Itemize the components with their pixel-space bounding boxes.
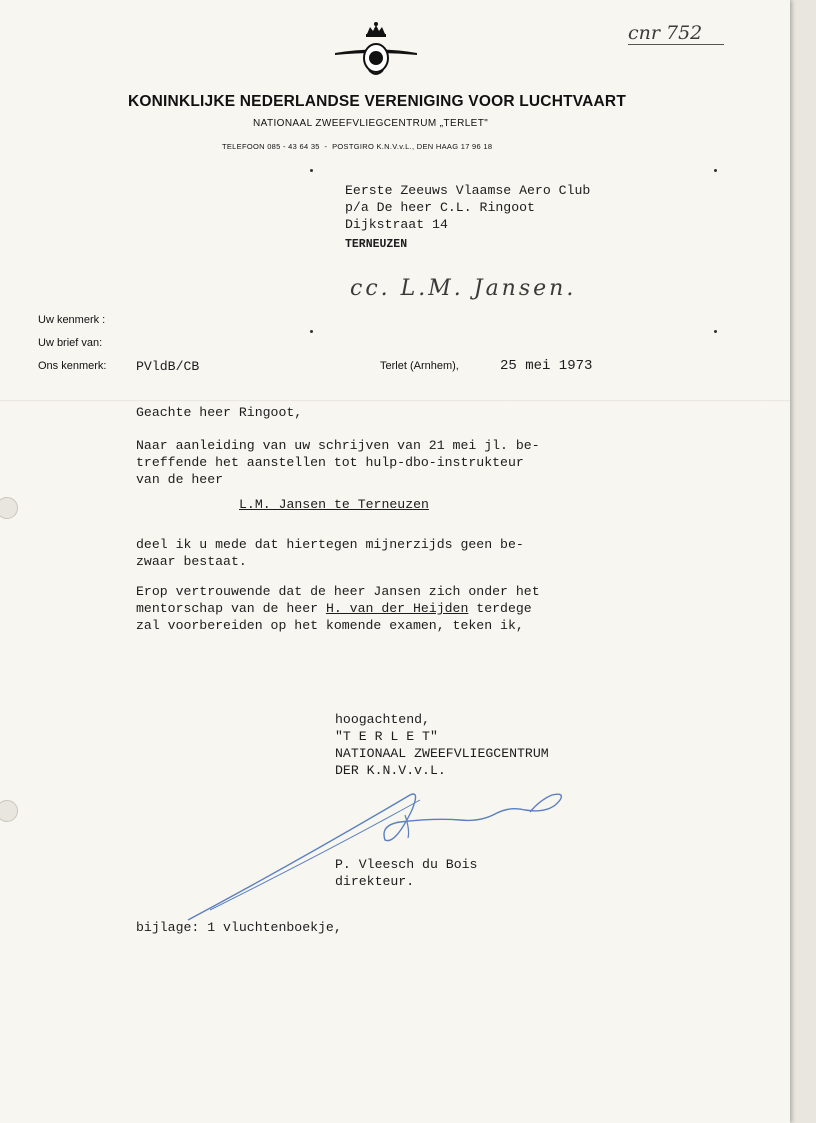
uw-brief-label: Uw brief van: [38, 337, 103, 349]
letter-date: 25 mei 1973 [500, 358, 593, 374]
body-line: Erop vertrouwende dat de heer Jansen zich onder het [136, 584, 540, 599]
ons-kenmerk-label: Ons kenmerk: [38, 360, 107, 372]
archive-mark: cnr 752 [628, 22, 703, 44]
closing-line: DER K.N.V.v.L. [335, 763, 446, 778]
organization-name: KONINKLIJKE NEDERLANDSE VERENIGING VOOR LUCHTVAART [128, 93, 626, 110]
mentor-name: H. van der Heijden [325, 601, 469, 616]
body-line: zwaar bestaat. [136, 554, 247, 569]
named-person: L.M. Jansen te Terneuzen [239, 497, 429, 512]
margin-dot [310, 169, 313, 172]
body-line: deel ik u mede dat hiertegen mijnerzijds geen be- [136, 537, 524, 552]
punch-hole [0, 497, 18, 519]
organization-contact: TELEFOON 085 - 43 64 35 - POSTGIRO K.N.V.v.L., DEN HAAG 17 96 18 [222, 142, 493, 151]
body-line: van de heer [136, 472, 224, 487]
fold-line [0, 400, 790, 402]
archive-mark-underline [628, 44, 724, 45]
closing-line: "T E R L E T" [335, 729, 438, 744]
closing-line: hoogachtend, [335, 712, 430, 727]
margin-dot [310, 330, 313, 333]
recipient-line: Eerste Zeeuws Vlaamse Aero Club [345, 183, 591, 198]
ons-kenmerk-value: PVldB/CB [136, 359, 200, 374]
signature-scribble [180, 770, 580, 930]
enclosure-line: bijlage: 1 vluchtenboekje, [136, 920, 342, 935]
signer-title: direkteur. [335, 874, 415, 889]
body-line: treffende het aanstellen tot hulp-dbo-instrukteur [136, 455, 524, 470]
uw-kenmerk-label: Uw kenmerk : [38, 314, 106, 326]
place-label: Terlet (Arnhem), [380, 360, 459, 372]
salutation: Geachte heer Ringoot, [136, 405, 303, 420]
margin-dot [714, 330, 717, 333]
recipient-city: TERNEUZEN [345, 238, 408, 251]
body-text: terdege [468, 601, 532, 616]
cc-handwritten: cc. L.M. Jansen. [350, 276, 577, 301]
body-line: zal voorbereiden op het komende examen, teken ik, [136, 618, 524, 633]
body-line [136, 600, 532, 617]
recipient-line: Dijkstraat 14 [345, 217, 448, 232]
knvvl-emblem-icon [333, 20, 419, 80]
body-line: Naar aanleiding van uw schrijven van 21 mei jl. be- [136, 438, 540, 453]
margin-dot [714, 169, 717, 172]
organization-subtitle: NATIONAAL ZWEEFVLIEGCENTRUM „TERLET" [253, 118, 489, 129]
signer-name: P. Vleesch du Bois [335, 857, 478, 872]
recipient-line: p/a De heer C.L. Ringoot [345, 200, 535, 215]
closing-line: NATIONAAL ZWEEFVLIEGCENTRUM [335, 746, 549, 761]
body-text: mentorschap van de heer [136, 601, 326, 616]
punch-hole [0, 800, 18, 822]
